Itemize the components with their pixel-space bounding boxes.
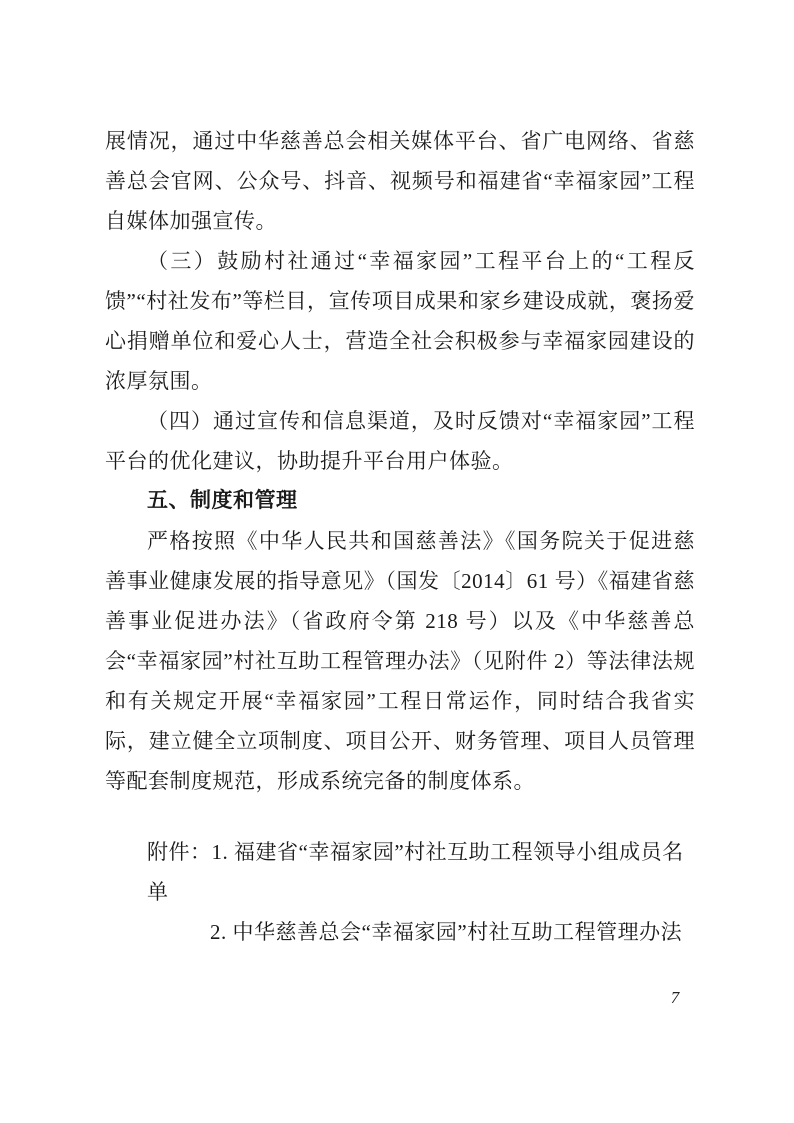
attachment-item-2: 2. 中华慈善总会“幸福家园”村社互助工程管理办法 — [210, 920, 683, 944]
paragraph-regulations: 严格按照《中华人民共和国慈善法》《国务院关于促进慈善事业健康发展的指导意见》（国发〔2014〕61 号）《福建省慈善事业促进办法》（省政府令第 218 号）以及《中华慈善总会“幸福家园”村社互助工程管理办法》（见附件 2）等法律法规和有关规定开展“幸福家园”工程日常运作，同时结合我省实际，建立健全立项制度、项目公开、财务管理、项目人员管理等配套制度规范，形成系统完备的制度体系。 — [105, 529, 695, 793]
section-heading-five: 五、制度和管理 — [147, 489, 298, 512]
page-number: 7 — [670, 988, 680, 1007]
paragraph-item-three: （三）鼓励村社通过“幸福家园”工程平台上的“工程反馈”“村社发布”等栏目，宣传项目成果和家乡建设成就，褒扬爱心捐赠单位和爱心人士，营造全社会积极参与幸福家园建设的浓厚氛围。 — [105, 249, 695, 393]
document-body — [105, 121, 695, 952]
paragraph-continuation: 展情况，通过中华慈善总会相关媒体平台、省广电网络、省慈善总会官网、公众号、抖音、视频号和福建省“幸福家园”工程自媒体加强宣传。 — [105, 129, 695, 233]
paragraph-item-four: （四）通过宣传和信息渠道，及时反馈对“幸福家园”工程平台的优化建议，协助提升平台用户体验。 — [105, 409, 695, 473]
attachment-line-1 — [105, 832, 695, 912]
attachments-block — [105, 832, 695, 952]
attachments-label: 附件： — [147, 840, 212, 864]
attachment-item-1: 1. 福建省“幸福家园”村社互助工程领导小组成员名单 — [147, 840, 684, 904]
